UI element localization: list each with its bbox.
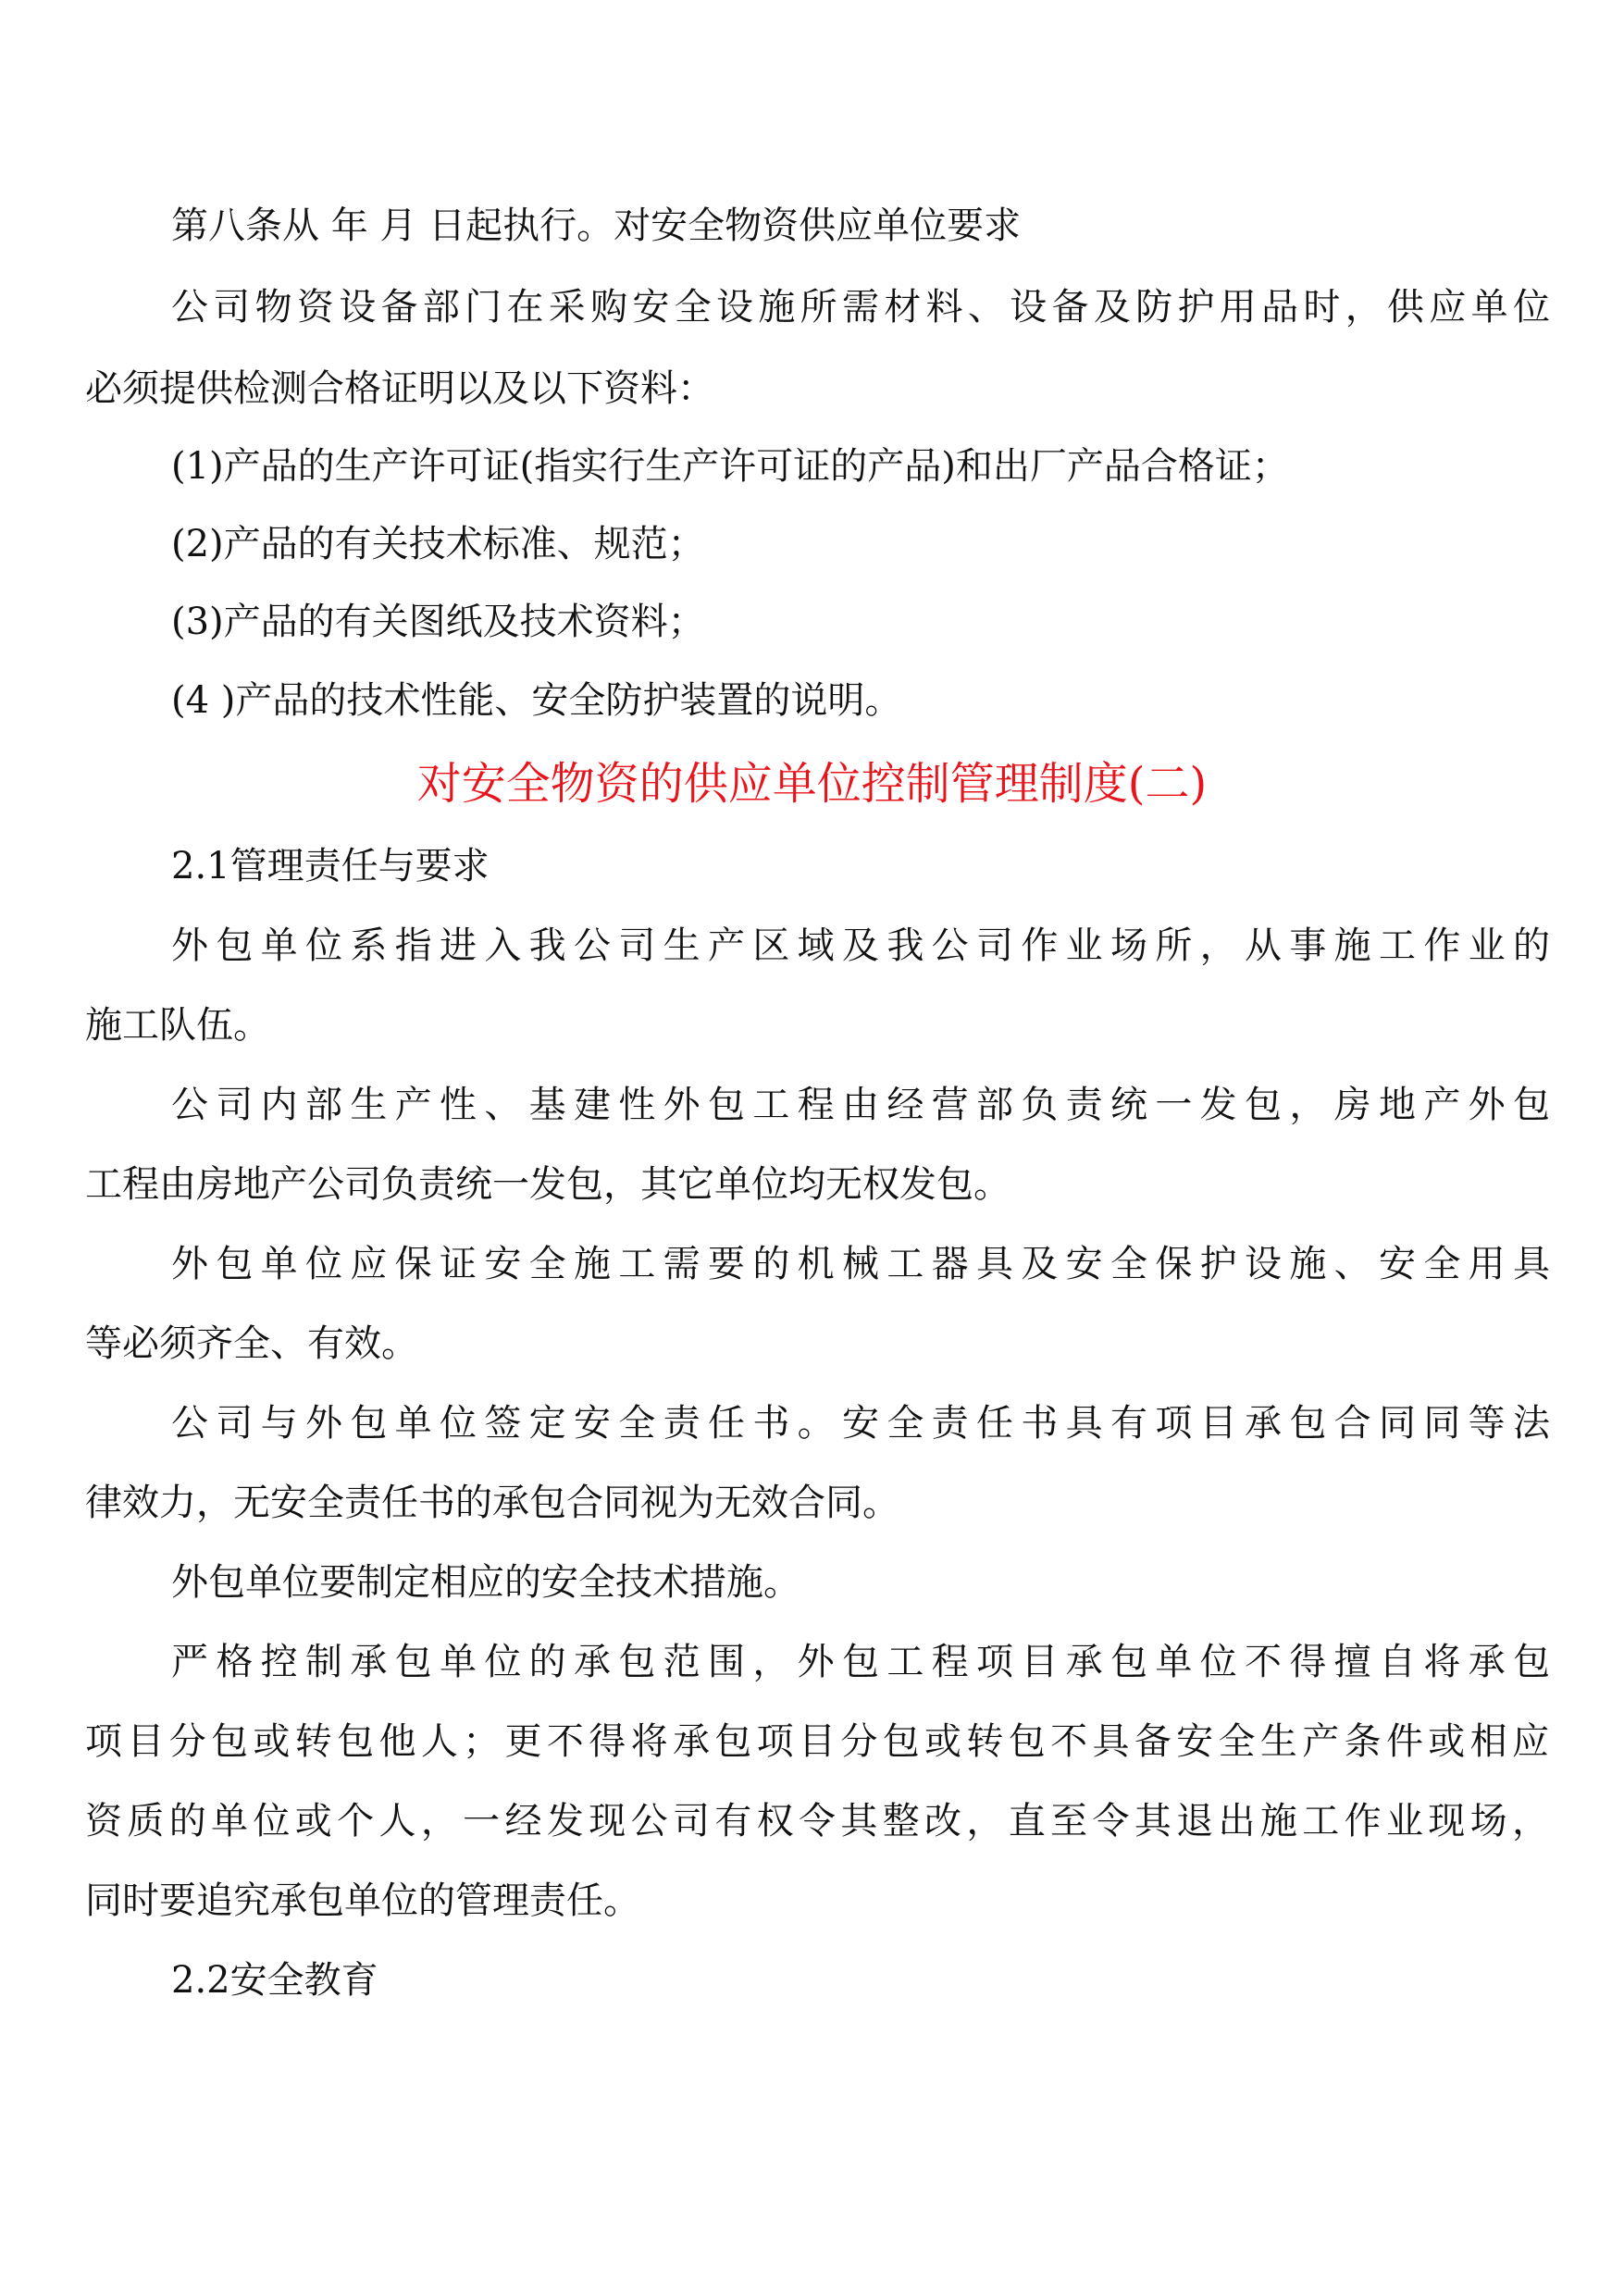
paragraph-line: 公司内部生产性、基建性外包工程由经营部负责统一发包，房地产外包 (171, 1084, 1550, 1126)
paragraph-line: 施工队伍。 (85, 1004, 270, 1047)
paragraph-line: 资质的单位或个人，一经发现公司有权令其整改，直至令其退出施工作业现场， (85, 1800, 1549, 1842)
paragraph-line: 必须提供检测合格证明以及以下资料： (85, 367, 714, 410)
section-title: 对安全物资的供应单位控制管理制度(二) (416, 758, 1208, 810)
subheading: 2.2安全教育 (171, 1959, 378, 2002)
paragraph-line: 外包单位系指进入我公司生产区域及我公司作业场所，从事施工作业的 (171, 924, 1550, 967)
paragraph-line: 公司物资设备部门在采购安全设施所需材料、设备及防护用品时，供应单位 (171, 286, 1550, 329)
paragraph-line: 项目分包或转包他人；更不得将承包项目分包或转包不具备安全生产条件或相应 (85, 1720, 1549, 1763)
subheading: 2.1管理责任与要求 (171, 845, 490, 887)
list-item: (4 )产品的技术性能、安全防护装置的说明。 (171, 679, 902, 722)
paragraph-line: 外包单位应保证安全施工需要的机械工器具及安全保护设施、安全用具 (171, 1243, 1550, 1285)
paragraph-line: 公司与外包单位签定安全责任书。安全责任书具有项目承包合同同等法 (171, 1402, 1550, 1445)
paragraph-line: 工程由房地产公司负责统一发包，其它单位均无权发包。 (85, 1163, 1010, 1206)
paragraph-line: 律效力，无安全责任书的承包合同视为无效合同。 (85, 1482, 899, 1524)
paragraph-line: 严格控制承包单位的承包范围，外包工程项目承包单位不得擅自将承包 (171, 1641, 1550, 1683)
list-item: (2)产品的有关技术标准、规范； (171, 523, 705, 565)
list-item: (3)产品的有关图纸及技术资料； (171, 601, 705, 643)
paragraph-line: 等必须齐全、有效。 (85, 1322, 418, 1365)
paragraph-line: 外包单位要制定相应的安全技术措施。 (171, 1561, 800, 1604)
paragraph-line: 同时要追究承包单位的管理责任。 (85, 1879, 640, 1922)
list-item: (1)产品的生产许可证(指实行生产许可证的产品)和出厂产品合格证； (171, 445, 1289, 488)
article-eight-heading: 第八条从 年 月 日起执行。对安全物资供应单位要求 (171, 205, 1022, 247)
